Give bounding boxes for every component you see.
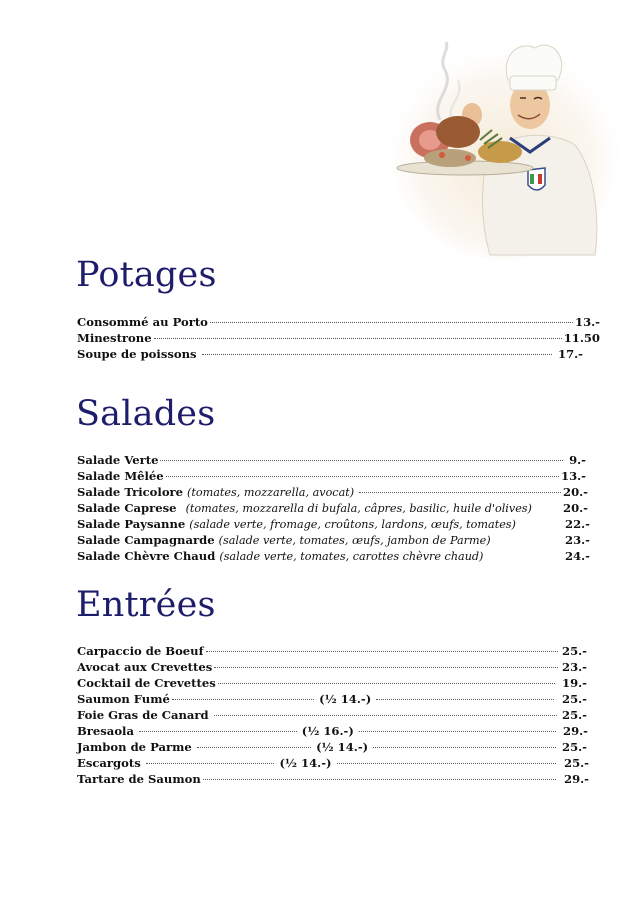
item-name: Saumon Fumé	[77, 692, 170, 706]
dot-leader	[203, 779, 556, 780]
item-price: 20.-	[563, 501, 588, 515]
section-title-potages: Potages	[76, 255, 217, 295]
item-description: (salade verte, tomates, carottes chèvre chaud)	[219, 550, 484, 563]
menu-item	[77, 548, 590, 564]
menu-item	[77, 691, 587, 707]
dot-leader	[373, 747, 556, 748]
dot-leader	[139, 731, 297, 732]
item-price: 13.-	[561, 469, 586, 483]
item-price: 25.-	[562, 692, 587, 706]
menu-item	[77, 500, 588, 516]
dot-leader	[214, 715, 557, 716]
item-price: 24.-	[565, 549, 590, 563]
menu-item	[77, 707, 587, 723]
half-portion-price: (½ 14.-)	[319, 692, 372, 706]
item-name: Carpaccio de Boeuf	[77, 644, 204, 658]
item-name: Escargots	[77, 756, 141, 770]
half-portion-price: (½ 14.-)	[316, 740, 369, 754]
item-name: Bresaola	[77, 724, 134, 738]
item-name: Minestrone	[77, 331, 152, 345]
item-name: Soupe de poissons	[77, 347, 197, 361]
dot-leader	[359, 731, 556, 732]
half-portion-price: (½ 14.-)	[279, 756, 332, 770]
item-price: 17.-	[558, 347, 583, 361]
item-price: 25.-	[562, 708, 587, 722]
item-description: (salade verte, fromage, croûtons, lardons, œufs, tomates)	[189, 518, 516, 531]
dot-leader	[197, 747, 311, 748]
item-name: Salade Campagnarde	[77, 533, 215, 547]
menu-item	[77, 452, 586, 468]
dot-leader	[146, 763, 275, 764]
item-price: 29.-	[563, 724, 588, 738]
item-price: 22.-	[565, 517, 590, 531]
dot-leader	[166, 476, 559, 477]
item-name: Salade Tricolore	[77, 485, 184, 499]
item-description: (tomates, mozzarella di bufala, câpres, basilic, huile d'olives)	[185, 502, 532, 515]
section-title-salades: Salades	[76, 394, 216, 434]
item-name: Salade Paysanne	[77, 517, 186, 531]
menu-item	[77, 532, 590, 548]
menu-item	[77, 771, 589, 787]
menu-item	[77, 755, 589, 771]
item-name: Foie Gras de Canard	[77, 708, 209, 722]
item-name: Cocktail de Crevettes	[77, 676, 216, 690]
menu-item	[77, 659, 587, 675]
item-price: 9.-	[569, 453, 586, 467]
dot-leader	[172, 699, 314, 700]
chef-illustration	[380, 20, 620, 260]
dot-leader	[160, 460, 563, 461]
dot-leader	[218, 683, 555, 684]
item-name: Salade Chèvre Chaud	[77, 549, 216, 563]
dot-leader	[359, 492, 561, 493]
half-portion-price: (½ 16.-)	[301, 724, 354, 738]
dot-leader	[376, 699, 554, 700]
dot-leader	[210, 322, 573, 323]
item-name: Salade Caprese	[77, 501, 177, 515]
item-price: 29.-	[564, 772, 589, 786]
menu-item	[77, 516, 590, 532]
item-price: 11.50	[563, 331, 600, 345]
item-price: 13.-	[575, 315, 600, 329]
menu-item	[77, 723, 588, 739]
item-price: 25.-	[562, 740, 587, 754]
menu-item	[77, 739, 587, 755]
item-price: 19.-	[562, 676, 587, 690]
item-name: Jambon de Parme	[77, 740, 192, 754]
menu-item	[77, 314, 600, 330]
item-description: (salade verte, tomates, œufs, jambon de Parme)	[218, 534, 491, 547]
menu-item	[77, 468, 586, 484]
item-price: 23.-	[565, 533, 590, 547]
dot-leader	[154, 338, 562, 339]
menu-item	[77, 675, 587, 691]
menu-item	[77, 330, 600, 346]
item-name: Salade Verte	[77, 453, 159, 467]
section-title-entrees: Entrées	[76, 585, 216, 625]
dot-leader	[206, 651, 558, 652]
item-name: Tartare de Saumon	[77, 772, 201, 786]
menu-item	[77, 346, 583, 362]
item-price: 20.-	[563, 485, 588, 499]
item-name: Salade Mêlée	[77, 469, 164, 483]
item-price: 25.-	[562, 644, 587, 658]
dot-leader	[202, 354, 552, 355]
dot-leader	[337, 763, 556, 764]
dot-leader	[214, 667, 558, 668]
menu-item	[77, 484, 588, 500]
menu-item	[77, 643, 587, 659]
item-price: 25.-	[564, 756, 589, 770]
item-name: Consommé au Porto	[77, 315, 208, 329]
item-name: Avocat aux Crevettes	[77, 660, 213, 674]
item-description: (tomates, mozzarella, avocat)	[187, 486, 355, 499]
item-price: 23.-	[562, 660, 587, 674]
